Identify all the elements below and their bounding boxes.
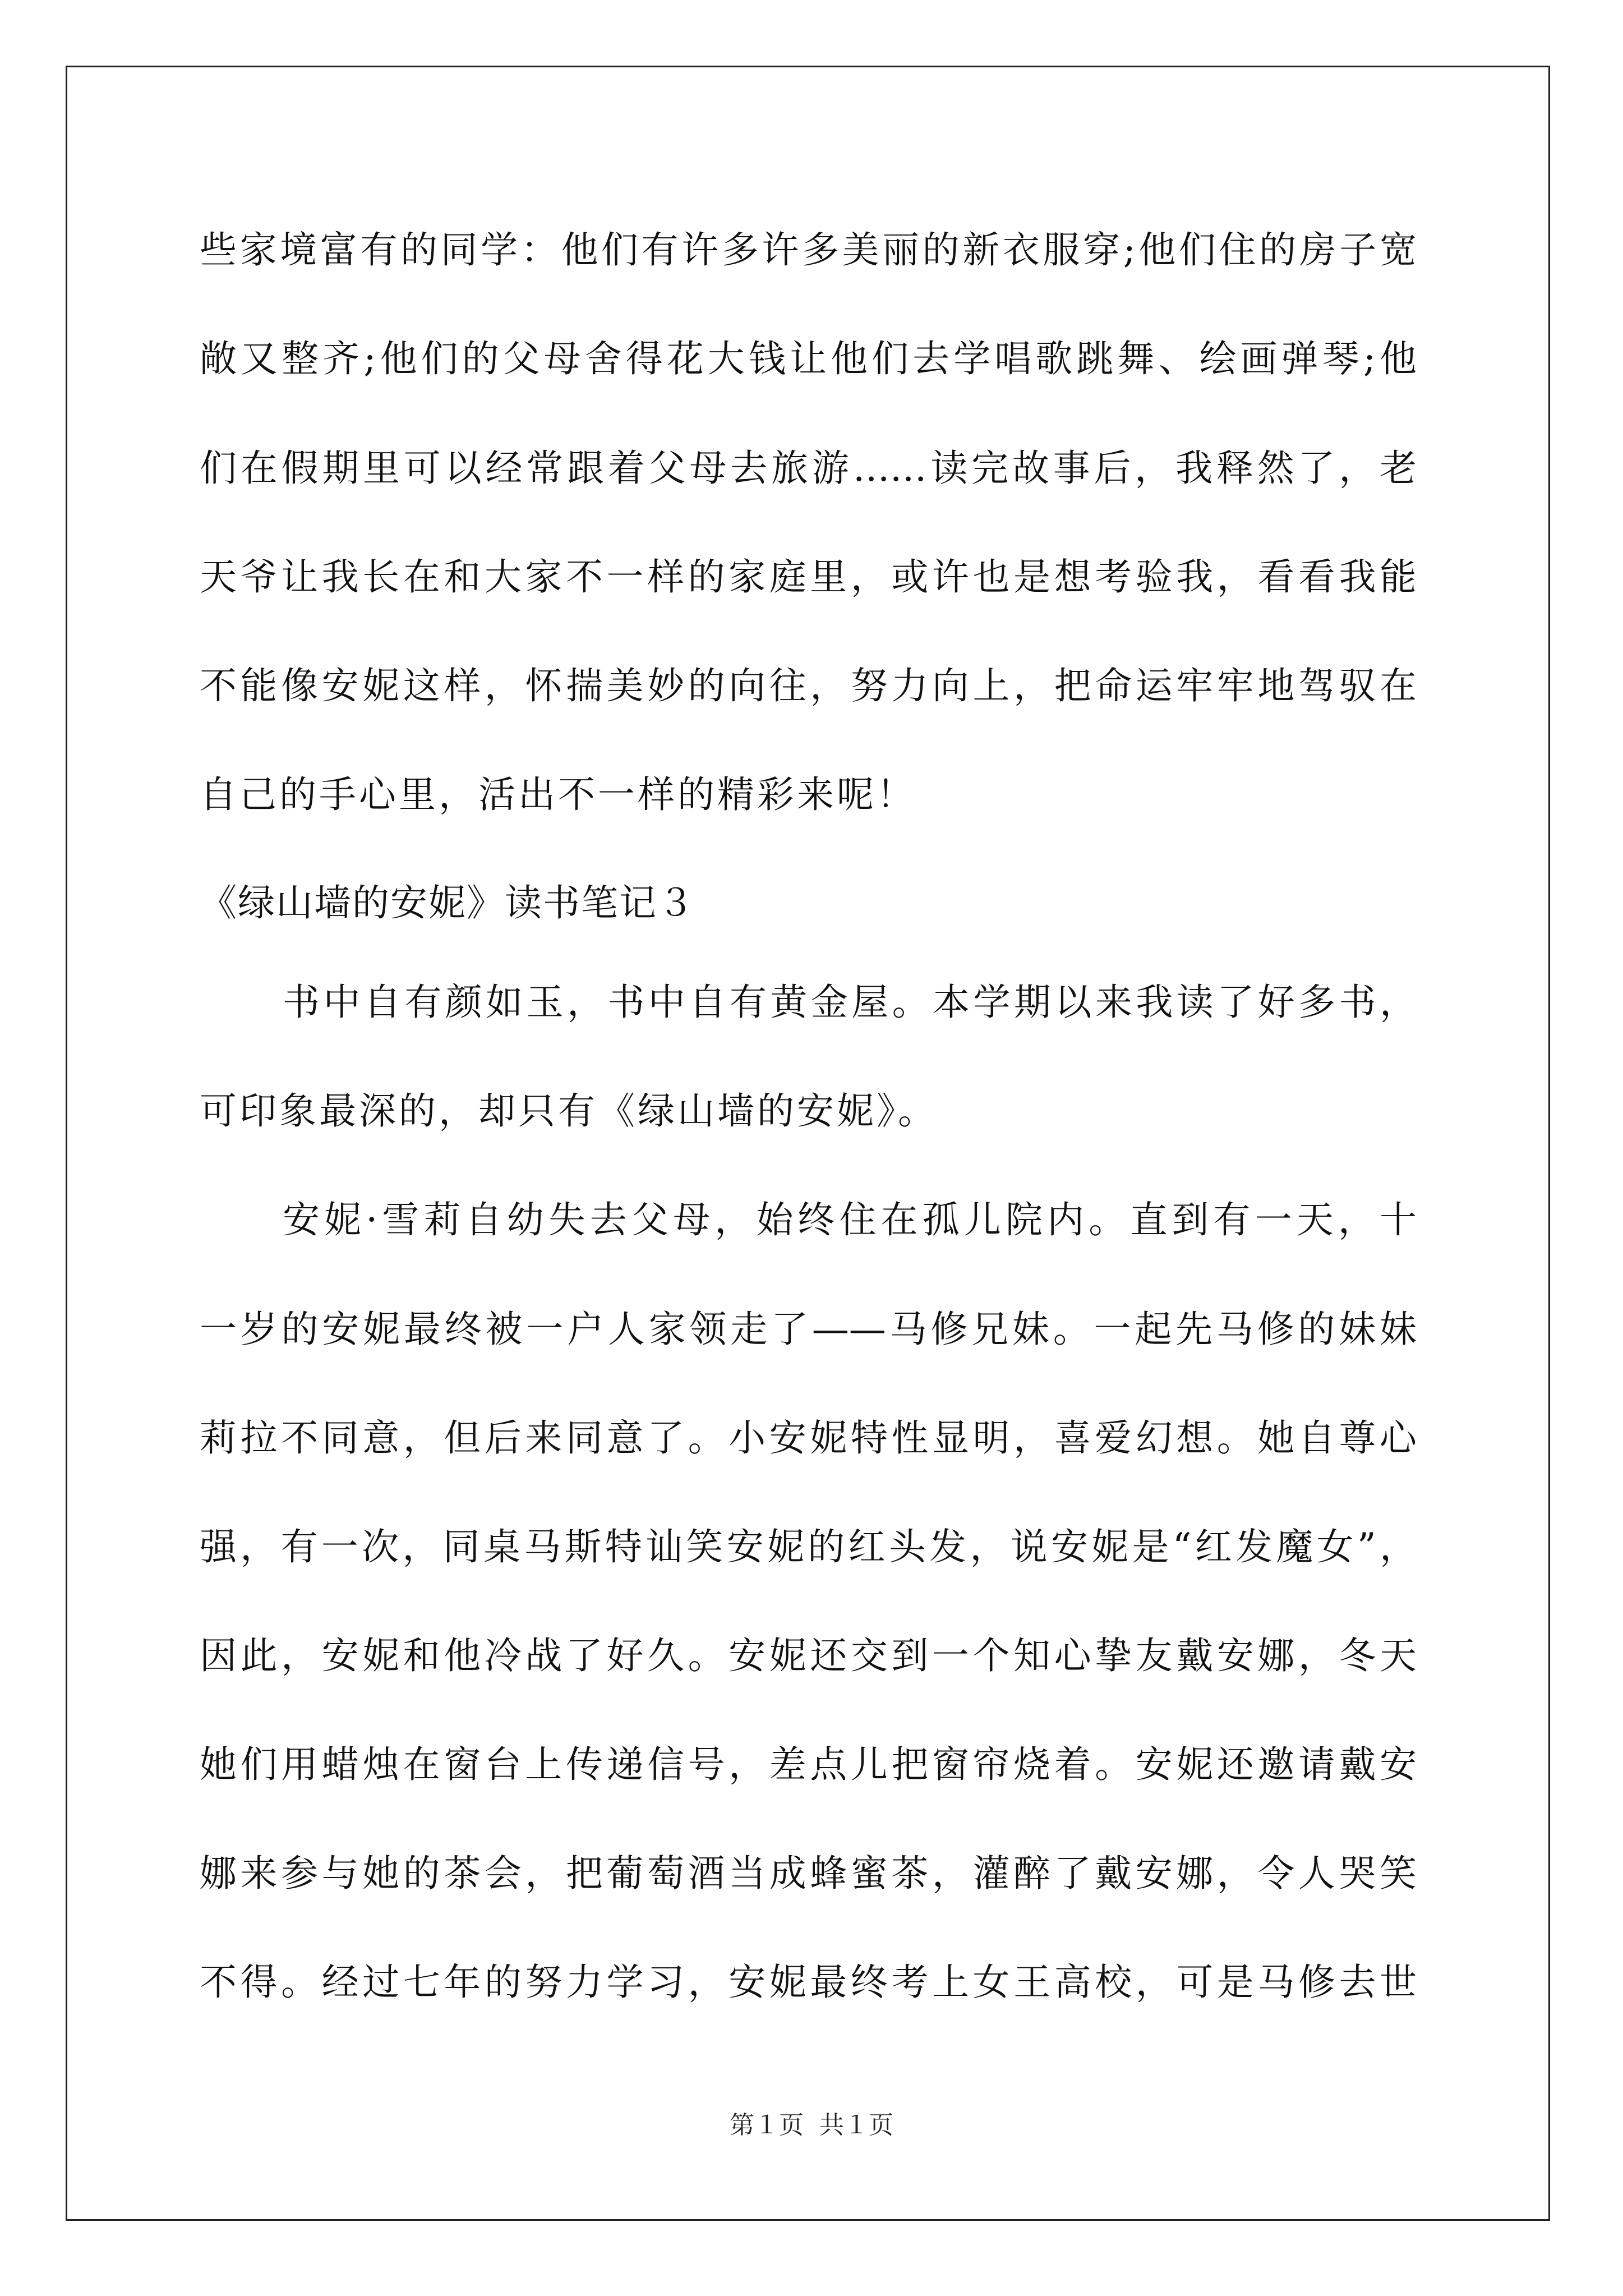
text-line: 自己的手心里，活出不一样的精彩来呢！	[200, 773, 916, 816]
page-footer	[0, 2109, 1623, 2142]
text-line: 些家境富有的同学：他们有许多许多美丽的新衣服穿;他们住的房子宽	[200, 228, 1417, 272]
page-number: 第１页	[730, 2111, 804, 2139]
section-title: 《绿山墙的安妮》读书笔记３	[200, 881, 695, 924]
text-line: 敞又整齐;他们的父母舍得花大钱让他们去学唱歌跳舞、绘画弹琴;他	[200, 337, 1417, 380]
page-total: 共１页	[819, 2111, 893, 2139]
text-line: 因此，安妮和他冷战了好久。安妮还交到一个知心挚友戴安娜，冬天	[200, 1634, 1417, 1677]
text-line: 天爷让我长在和大家不一样的家庭里，或许也是想考验我，看看我能	[200, 555, 1417, 599]
text-line: 可印象最深的，却只有《绿山墙的安妮》。	[200, 1089, 938, 1133]
text-line: 莉拉不同意，但后来同意了。小安妮特性显明，喜爱幻想。她自尊心	[200, 1416, 1417, 1460]
text-line: 一岁的安妮最终被一户人家领走了——马修兄妹。一起先马修的妹妹	[200, 1308, 1417, 1351]
text-line: 不得。经过七年的努力学习，安妮最终考上女王高校，可是马修去世	[200, 1961, 1417, 2004]
text-line: 安妮·雪莉自幼失去父母，始终住在孤儿院内。直到有一天，十	[283, 1198, 1417, 1241]
text-line: 不能像安妮这样，怀揣美妙的向往，努力向上，把命运牢牢地驾驭在	[200, 664, 1417, 707]
text-line: 强，有一次，同桌马斯特讪笑安妮的红头发，说安妮是“红发魔女”，	[200, 1525, 1417, 1568]
text-line: 她们用蜡烛在窗台上传递信号，差点儿把窗帘烧着。安妮还邀请戴安	[200, 1743, 1417, 1786]
text-line: 书中自有颜如玉，书中自有黄金屋。本学期以来我读了好多书，	[283, 981, 1417, 1024]
text-line: 娜来参与她的茶会，把葡萄酒当成蜂蜜茶，灌醉了戴安娜，令人哭笑	[200, 1852, 1417, 1895]
text-line: 们在假期里可以经常跟着父母去旅游……读完故事后，我释然了，老	[200, 447, 1417, 490]
